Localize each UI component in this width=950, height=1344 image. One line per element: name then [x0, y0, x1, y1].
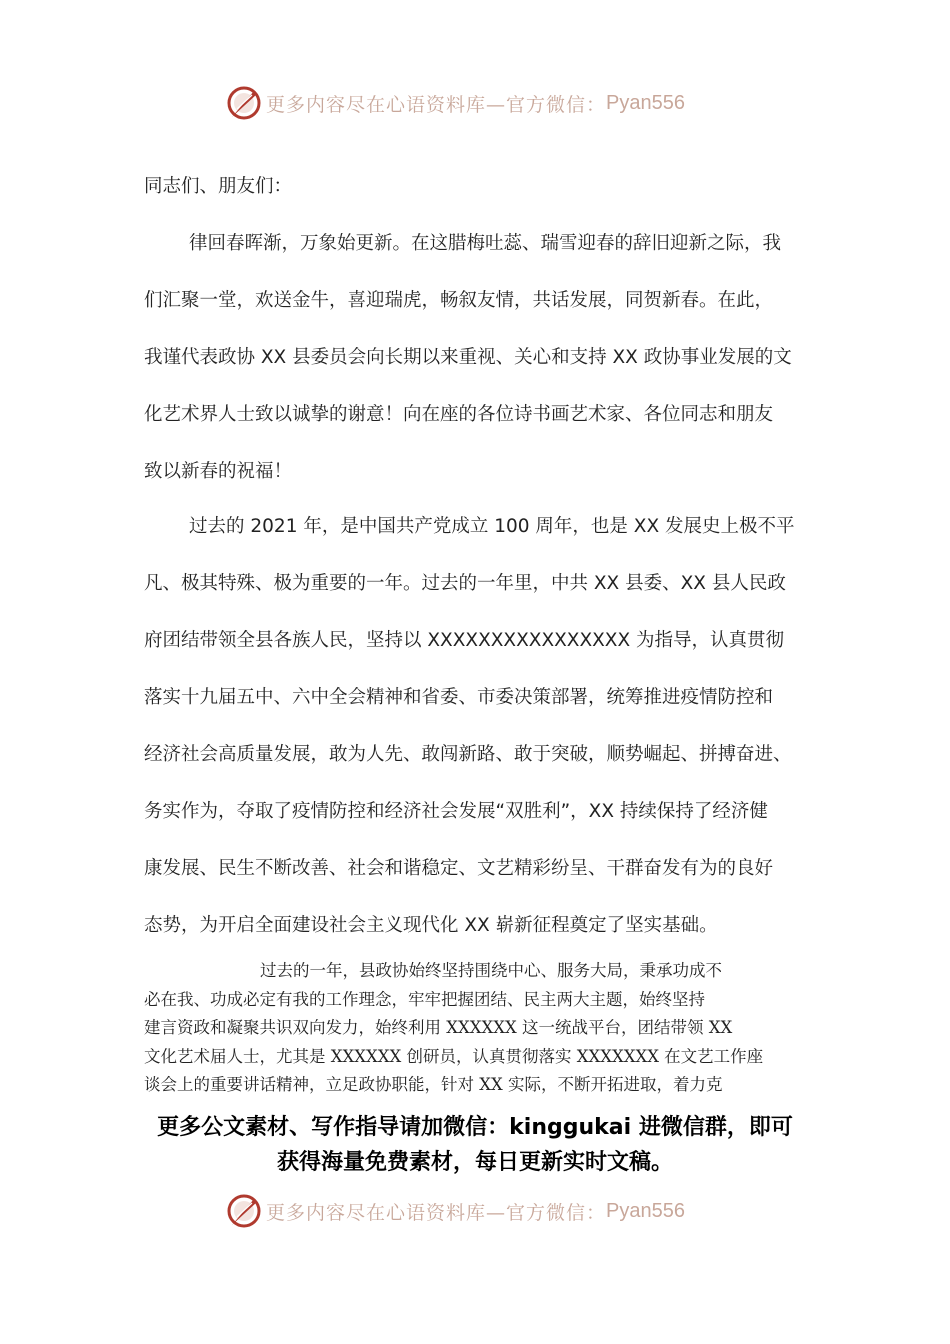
paragraph-line: 务实作为，夺取了疫情防控和经济社会发展“双胜利”，XX 持续保持了经济健	[144, 801, 768, 822]
paragraph-line: 态势，为开启全面建设社会主义现代化 XX 崭新征程奠定了坚实基础。	[144, 915, 718, 936]
paragraph-line: 致以新春的祝福！	[144, 461, 293, 482]
paragraph-line: 康发展、民生不断改善、社会和谐稳定、文艺精彩纷呈、干群奋发有为的良好	[144, 858, 774, 879]
header-banner	[0, 81, 950, 125]
paragraph-line: 我谨代表政协 XX 县委员会向长期以来重视、关心和支持 XX 政协事业发展的文	[144, 347, 792, 368]
quill-logo-icon	[226, 1193, 262, 1229]
paragraph-line: 过去的一年，县政协始终坚持围绕中心、服务大局，秉承功成不	[260, 961, 722, 980]
paragraph-line: 建言资政和凝聚共识双向发力，始终利用 XXXXXX 这一统战平台，团结带领 XX	[144, 1018, 733, 1037]
quill-logo-icon	[226, 85, 262, 121]
paragraph-line: 落实十九届五中、六中全会精神和省委、市委决策部署，统筹推进疫情防控和	[144, 687, 774, 708]
paragraph-line: 谈会上的重要讲话精神，立足政协职能，针对 XX 实际，不断开拓进取，着力克	[144, 1075, 723, 1094]
banner-text: 更多内容尽在心语资料库—官方微信：	[266, 1201, 607, 1224]
paragraph-line: 必在我、功成必定有我的工作理念，牢牢把握团结、民主两大主题，始终坚持	[144, 990, 705, 1009]
banner-wechat-id: Pyan556	[606, 91, 685, 114]
promo-line-1: 更多公文素材、写作指导请加微信：kinggukai 进微信群，即可	[157, 1115, 793, 1140]
salutation-text: 同志们、朋友们：	[144, 176, 293, 197]
paragraph-line: 文化艺术届人士，尤其是 XXXXXX 创研员，认真贯彻落实 XXXXXXX 在文艺工作座	[144, 1047, 764, 1066]
paragraph-line: 经济社会高质量发展，敢为人先、敢闯新路、敢于突破，顺势崛起、拼搏奋进、	[144, 744, 792, 765]
paragraph-line: 府团结带领全县各族人民，坚持以 XXXXXXXXXXXXXXXX 为指导，认真贯彻	[144, 630, 785, 651]
banner-wechat-id: Pyan556	[606, 1199, 685, 1222]
paragraph-line: 凡、极其特殊、极为重要的一年。过去的一年里，中共 XX 县委、XX 县人民政	[144, 573, 786, 594]
paragraph-line: 化艺术界人士致以诚挚的谢意！向在座的各位诗书画艺术家、各位同志和朋友	[144, 404, 774, 425]
promo-line-2: 获得海量免费素材，每日更新实时文稿。	[276, 1150, 673, 1175]
footer-banner	[0, 1189, 950, 1233]
paragraph-line: 们汇聚一堂，欢送金牛，喜迎瑞虎，畅叙友情，共话发展，同贺新春。在此，	[144, 290, 774, 311]
paragraph-line: 律回春晖渐，万象始更新。在这腊梅吐蕊、瑞雪迎春的辞旧迎新之际，我	[189, 233, 782, 254]
paragraph-line: 过去的 2021 年，是中国共产党成立 100 周年，也是 XX 发展史上极不平	[189, 516, 795, 537]
banner-text: 更多内容尽在心语资料库—官方微信：	[266, 93, 607, 116]
